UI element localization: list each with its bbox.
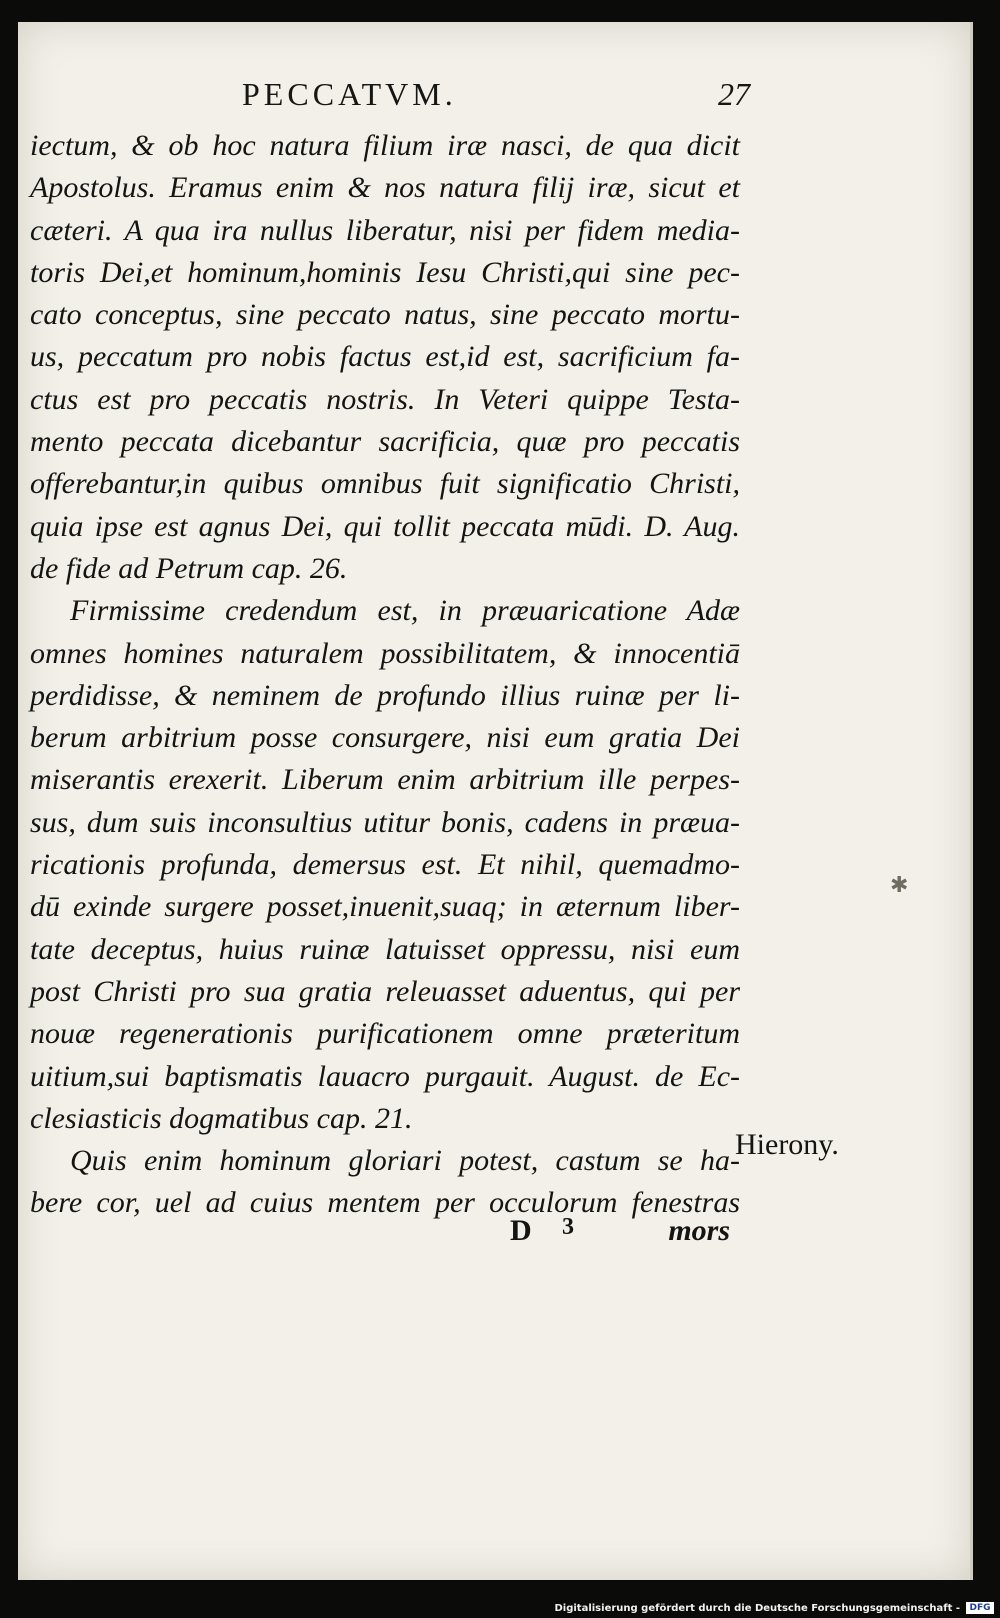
text-line: quia ipse est agnus Dei, qui tollit peccata mūdi. D. Aug.	[30, 509, 740, 543]
text-line: Quis enim hominum gloriari potest, castum se ha-	[70, 1144, 740, 1178]
text-line: offerebantur,in quibus omnibus fuit significatio Christi,	[30, 467, 740, 501]
text-line: dū exinde surgere posset,inuenit,suaq; in æternum liber-	[30, 890, 740, 924]
text-line: sus, dum suis inconsultius utitur bonis, cadens in præua-	[30, 805, 740, 839]
credit-text: Digitalisierung gefördert durch die Deutsche Forschungsgemeinschaft -	[554, 1603, 960, 1614]
page-number: 27	[718, 76, 750, 112]
dfg-logo: DFG	[966, 1602, 994, 1614]
text-line: iectum, & ob hoc natura filium iræ nasci, de qua dicit	[30, 129, 740, 162]
text-line: cato conceptus, sine peccato natus, sine peccato mortu-	[30, 298, 740, 332]
text-line: de fide ad Petrum cap. 26.	[30, 551, 348, 585]
text-line: Apostolus. Eramus enim & nos natura filij iræ, sicut et	[30, 171, 740, 205]
signature-number: 3	[562, 1214, 574, 1240]
signature-mark: D	[510, 1214, 532, 1247]
text-line: miserantis erexerit. Liberum enim arbitrium ille perpes-	[30, 763, 740, 797]
text-line: clesiasticis dogmatibus cap. 21.	[30, 1101, 413, 1135]
text-line: toris Dei,et hominum,hominis Iesu Christi,qui sine pec-	[30, 255, 740, 289]
text-line: omnes homines naturalem possibilitatem, & innocentiā	[30, 636, 740, 670]
text-line: berum arbitrium posse consurgere, nisi eum gratia Dei	[30, 721, 740, 755]
catchword: mors	[668, 1214, 730, 1247]
text-line: Firmissime credendum est, in præuaricatione Adæ	[70, 594, 740, 628]
credit-bar	[0, 1596, 1000, 1618]
text-line: bere cor, uel ad cuius mentem per occulorum fenestras	[30, 1186, 740, 1220]
text-line: perdidisse, & neminem de profundo illius ruinæ per li-	[30, 678, 740, 712]
page-footer	[500, 1214, 730, 1254]
text-line: us, peccatum pro nobis factus est,id est, sacrificium fa-	[30, 340, 740, 374]
text-line: ctus est pro peccatis nostris. In Veteri quippe Testa-	[30, 382, 740, 416]
paper-blemish: ✱	[890, 872, 909, 897]
text-line: mento peccata dicebantur sacrificia, quæ pro peccatis	[30, 425, 740, 459]
page-header	[230, 76, 750, 126]
text-line: ricationis profunda, demersus est. Et nihil, quemadmo-	[30, 848, 740, 882]
text-line: uitium,sui baptismatis lauacro purgauit. August. de Ec-	[30, 1059, 740, 1093]
text-line: post Christi pro sua gratia releuasset aduentus, qui per	[30, 974, 740, 1008]
text-line: nouæ regenerationis purificationem omne præteritum	[30, 1017, 740, 1051]
running-head: PECCATVM.	[242, 76, 457, 112]
margin-note: Hierony.	[735, 1128, 839, 1161]
text-line: cæteri. A qua ira nullus liberatur, nisi per fidem media-	[30, 213, 740, 247]
text-line: tate deceptus, huius ruinæ latuisset oppressu, nisi eum	[30, 932, 740, 966]
body-text	[30, 125, 740, 1225]
